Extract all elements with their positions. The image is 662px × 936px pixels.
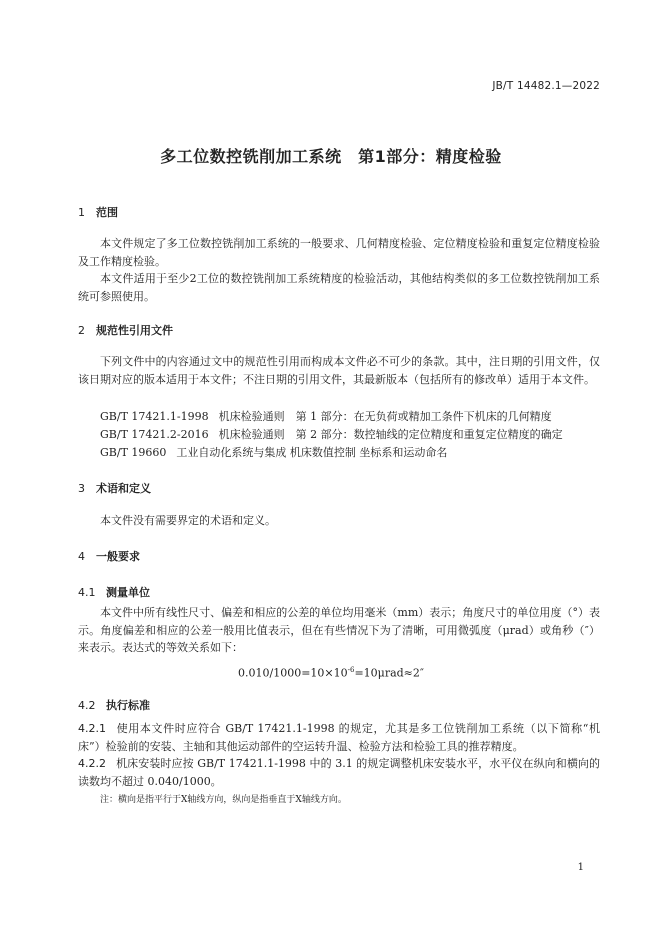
clause-text: 机床安装时应按 GB/T 17421.1-1998 中的 3.1 的规定调整机床安装水平，水平仪在纵向和横向的读数均不超过 0.040/1000。 — [78, 757, 600, 788]
section-1-heading — [78, 204, 118, 220]
section-title: 一般要求 — [96, 550, 140, 563]
subsection-4-1-heading — [78, 584, 150, 600]
reference-code: GB/T 17421.1-1998 — [100, 410, 209, 423]
section-number: 3 — [78, 482, 85, 495]
section-3-paragraph-1: 本文件没有需要界定的术语和定义。 — [100, 514, 276, 527]
subsection-number: 4.1 — [78, 586, 96, 599]
reference-item — [100, 444, 447, 460]
clause-number: 4.2.2 — [78, 757, 106, 770]
document-title: 多工位数控铣削加工系统 第1部分：精度检验 — [160, 147, 502, 166]
formula-part: =10μrad≈2″ — [354, 666, 424, 680]
section-number: 2 — [78, 324, 85, 337]
section-number: 4 — [78, 550, 85, 563]
clause-number: 4.2.1 — [78, 722, 106, 735]
clause-4-2-1 — [78, 720, 600, 755]
subsection-4-1-paragraph: 本文件中所有线性尺寸、偏差和相应的公差的单位均用毫米（mm）表示；角度尺寸的单位用度（°）表示。角度偏差和相应的公差一般用比值表示，但在有些情况下为了清晰，可用微弧度（μrad）或角秒（″）来表示。表达式的等效关系如下： — [78, 606, 600, 654]
section-2-heading — [78, 322, 173, 338]
note: 注：横向是指平行于X轴线方向，纵向是指垂直于X轴线方向。 — [100, 795, 347, 805]
formula-exponent: -6 — [347, 666, 355, 674]
section-4-heading — [78, 548, 140, 564]
page-number: 1 — [577, 862, 584, 873]
subsection-4-2-heading — [78, 697, 150, 713]
formula-part: 0.010/1000=10×10 — [238, 666, 348, 680]
section-1-paragraph-1: 本文件规定了多工位数控铣削加工系统的一般要求、几何精度检验、定位精度检验和重复定位精度检验及工作精度检验。 — [78, 237, 600, 268]
reference-item — [100, 408, 552, 424]
reference-code: GB/T 17421.2-2016 — [100, 428, 209, 441]
section-title: 范围 — [96, 206, 118, 219]
clause-4-2-2 — [78, 755, 600, 790]
subsection-title: 执行标准 — [106, 699, 150, 712]
reference-title: 工业自动化系统与集成 机床数值控制 坐标系和运动命名 — [176, 446, 448, 459]
section-3-heading — [78, 480, 151, 496]
reference-title: 机床检验通则 第 2 部分：数控轴线的定位精度和重复定位精度的确定 — [218, 428, 563, 441]
section-1-paragraph-2: 本文件适用于至少2工位的数控铣削加工系统精度的检验活动，其他结构类似的多工位数控铣削加工系统可参照使用。 — [78, 272, 600, 303]
reference-code: GB/T 19660 — [100, 446, 167, 459]
subsection-title: 测量单位 — [106, 586, 150, 599]
section-number: 1 — [78, 206, 85, 219]
reference-item — [100, 426, 563, 442]
section-title: 术语和定义 — [96, 482, 151, 495]
subsection-number: 4.2 — [78, 699, 96, 712]
standard-number: JB/T 14482.1—2022 — [492, 80, 600, 92]
equivalence-formula — [0, 666, 662, 680]
reference-title: 机床检验通则 第 1 部分：在无负荷或精加工条件下机床的几何精度 — [218, 410, 552, 423]
section-2-paragraph-1: 下列文件中的内容通过文中的规范性引用而构成本文件必不可少的条款。其中，注日期的引用文件，仅该日期对应的版本适用于本文件；不注日期的引用文件，其最新版本（包括所有的修改单）适用于本文件。 — [78, 355, 600, 386]
section-title: 规范性引用文件 — [96, 324, 173, 337]
clause-text: 使用本文件时应符合 GB/T 17421.1-1998 的规定，尤其是多工位铣削加工系统（以下简称“机床”）检验前的安装、主轴和其他运动部件的空运转升温、检验方法和检验工具的推荐精度。 — [78, 722, 600, 753]
